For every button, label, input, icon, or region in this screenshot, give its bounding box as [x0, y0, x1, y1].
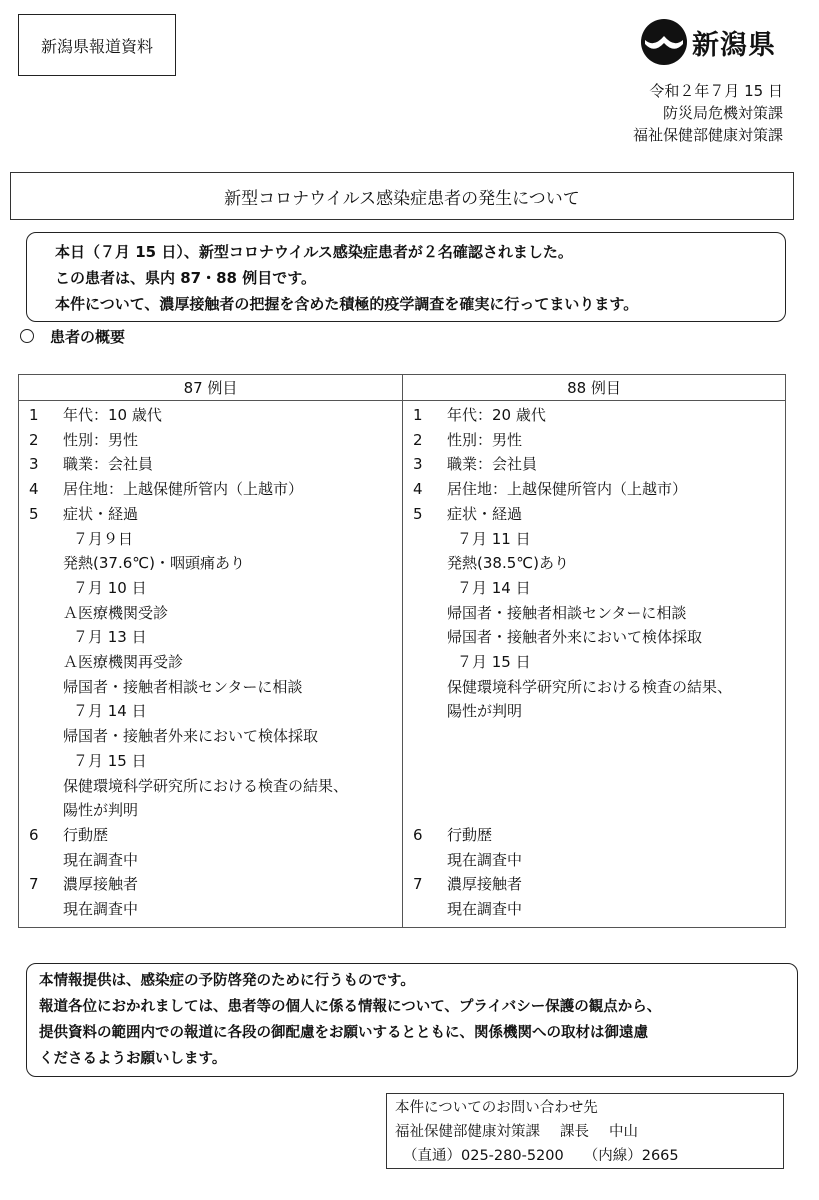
item-residence	[413, 477, 785, 502]
item-text: 行動歴	[447, 825, 493, 844]
issue-date: 令和２年７月 15 日	[649, 82, 783, 100]
item-text: 性別：男性	[447, 430, 523, 449]
item-sex	[413, 428, 785, 453]
item-number: 7	[413, 875, 423, 894]
summary-line: 本件について、濃厚接触者の把握を含めた積極的疫学調査を確実に行ってまいります。	[55, 295, 639, 313]
prefecture-logo	[640, 18, 776, 66]
notice-line: 本情報提供は、感染症の予防啓発のために行うものです。	[39, 973, 415, 989]
contacts-status: 現在調査中	[63, 900, 139, 919]
timeline-event: 帰国者・接触者外来において検体採取	[63, 727, 319, 746]
timeline-date: ７月 14 日	[457, 578, 531, 597]
item-number: 6	[413, 825, 423, 844]
timeline-event: 帰国者・接触者相談センターに相談	[63, 677, 303, 696]
item-text: 濃厚接触者	[63, 875, 139, 894]
item-occupation	[413, 452, 785, 477]
patient-column-body	[403, 401, 785, 922]
timeline-event: Ａ医療機関再受診	[63, 653, 184, 672]
section-heading-text: 患者の概要	[50, 328, 126, 346]
timeline-date: ７月 10 日	[73, 578, 147, 597]
contact-heading: 本件についてのお問い合わせ先	[395, 1100, 598, 1116]
direct-number: 025-280-5200	[461, 1148, 564, 1164]
timeline-event: 保健環境科学研究所における検査の結果、	[63, 776, 349, 795]
item-number: 3	[29, 455, 39, 474]
item-text: 職業：会社員	[63, 455, 154, 474]
summary-box	[26, 232, 786, 322]
patient-column	[19, 375, 402, 927]
item-residence	[29, 477, 402, 502]
notice-box	[26, 963, 798, 1077]
item-text: 年代：10 歳代	[63, 406, 162, 424]
notice-line: 報道各位におかれましては、患者等の個人に係る情報について、プライバシー保護の観点から、	[39, 999, 662, 1015]
patient-column-body	[19, 401, 402, 922]
niigata-emblem-icon	[640, 18, 688, 66]
item-text: 年代：20 歳代	[447, 406, 546, 424]
item-number: 1	[413, 406, 423, 424]
patient-column-header: 88 例目	[403, 375, 785, 401]
spacer-line	[413, 749, 785, 774]
item-number: 6	[29, 825, 39, 844]
patient-table	[18, 374, 786, 928]
item-number: 5	[413, 504, 423, 523]
item-age	[413, 403, 785, 428]
item-text: 居住地：上越保健所管内（上越市）	[447, 480, 688, 499]
timeline-date: ７月 15 日	[73, 751, 147, 770]
item-number: 1	[29, 406, 39, 424]
item-text: 居住地：上越保健所管内（上越市）	[63, 480, 304, 499]
item-occupation	[29, 452, 402, 477]
timeline-event: 発熱(37.6℃)・咽頭痛あり	[63, 554, 245, 573]
item-age	[29, 403, 402, 428]
summary-line: この患者は、県内 87・88 例目です。	[55, 269, 316, 287]
item-number: 4	[413, 480, 423, 499]
item-text: 症状・経過	[447, 504, 523, 523]
contact-title: 課長	[560, 1124, 589, 1140]
contact-phone	[395, 1144, 783, 1168]
item-symptoms	[29, 502, 402, 527]
department-1: 防災局危機対策課	[662, 104, 783, 122]
timeline-event: 発熱(38.5℃)あり	[447, 554, 569, 573]
extension-number: 2665	[641, 1148, 679, 1164]
item-text: 行動歴	[63, 825, 109, 844]
spacer-line	[413, 724, 785, 749]
item-text: 症状・経過	[63, 504, 139, 523]
patient-column-header: 87 例目	[19, 375, 402, 401]
item-symptoms	[413, 502, 785, 527]
timeline-date: ７月 15 日	[457, 653, 531, 672]
item-number: 7	[29, 875, 39, 894]
item-history	[29, 823, 402, 848]
section-heading	[20, 326, 125, 347]
history-status: 現在調査中	[63, 850, 139, 869]
item-history	[413, 823, 785, 848]
item-number: 5	[29, 504, 39, 523]
item-text: 濃厚接触者	[447, 875, 523, 894]
press-release-tag	[18, 14, 176, 76]
item-number: 2	[29, 430, 39, 449]
item-sex	[29, 428, 402, 453]
spacer-line	[413, 774, 785, 799]
timeline-date: ７月 14 日	[73, 702, 147, 721]
timeline-event: 帰国者・接触者外来において検体採取	[447, 628, 703, 647]
item-contacts	[413, 872, 785, 897]
contacts-status: 現在調査中	[447, 900, 523, 919]
item-number: 2	[413, 430, 423, 449]
notice-line: くださるようお願いします。	[39, 1051, 227, 1067]
timeline-date: ７月 11 日	[457, 529, 531, 548]
press-release-tag-text: 新潟県報道資料	[40, 36, 153, 56]
patient-column	[402, 375, 785, 927]
contact-name: 中山	[609, 1124, 638, 1140]
department-2: 福祉保健部健康対策課	[632, 126, 783, 144]
history-status: 現在調査中	[447, 850, 523, 869]
contact-dept: 福祉保健部健康対策課	[395, 1124, 540, 1140]
contact-box	[386, 1093, 784, 1169]
contact-person	[395, 1120, 783, 1144]
item-text: 性別：男性	[63, 430, 139, 449]
timeline-event: 帰国者・接触者相談センターに相談	[447, 603, 687, 622]
document-title-box	[10, 172, 794, 220]
summary-line: 本日（７月 15 日）、新型コロナウイルス感染症患者が２名確認されました。	[55, 243, 573, 261]
extension-label: （内線）	[583, 1148, 642, 1164]
direct-label: （直通）	[403, 1148, 461, 1164]
timeline-event: 陽性が判明	[63, 801, 139, 820]
timeline-event: Ａ医療機関受診	[63, 603, 169, 622]
document-title: 新型コロナウイルス感染症患者の発生について	[224, 188, 580, 209]
item-number: 4	[29, 480, 39, 499]
item-contacts	[29, 872, 402, 897]
notice-line: 提供資料の範囲内での報道に各段の御配慮をお願いするとともに、関係機関への取材は御遠慮	[39, 1025, 648, 1041]
timeline-event: 保健環境科学研究所における検査の結果、	[447, 677, 733, 696]
spacer-line	[413, 798, 785, 823]
timeline-date: ７月 13 日	[73, 628, 147, 647]
timeline-date: ７月９日	[73, 529, 134, 548]
circle-bullet-icon	[20, 329, 34, 343]
item-number: 3	[413, 455, 423, 474]
document-meta	[633, 80, 783, 146]
logo-text: 新潟県	[692, 29, 776, 61]
timeline-event: 陽性が判明	[447, 702, 523, 721]
item-text: 職業：会社員	[447, 455, 538, 474]
